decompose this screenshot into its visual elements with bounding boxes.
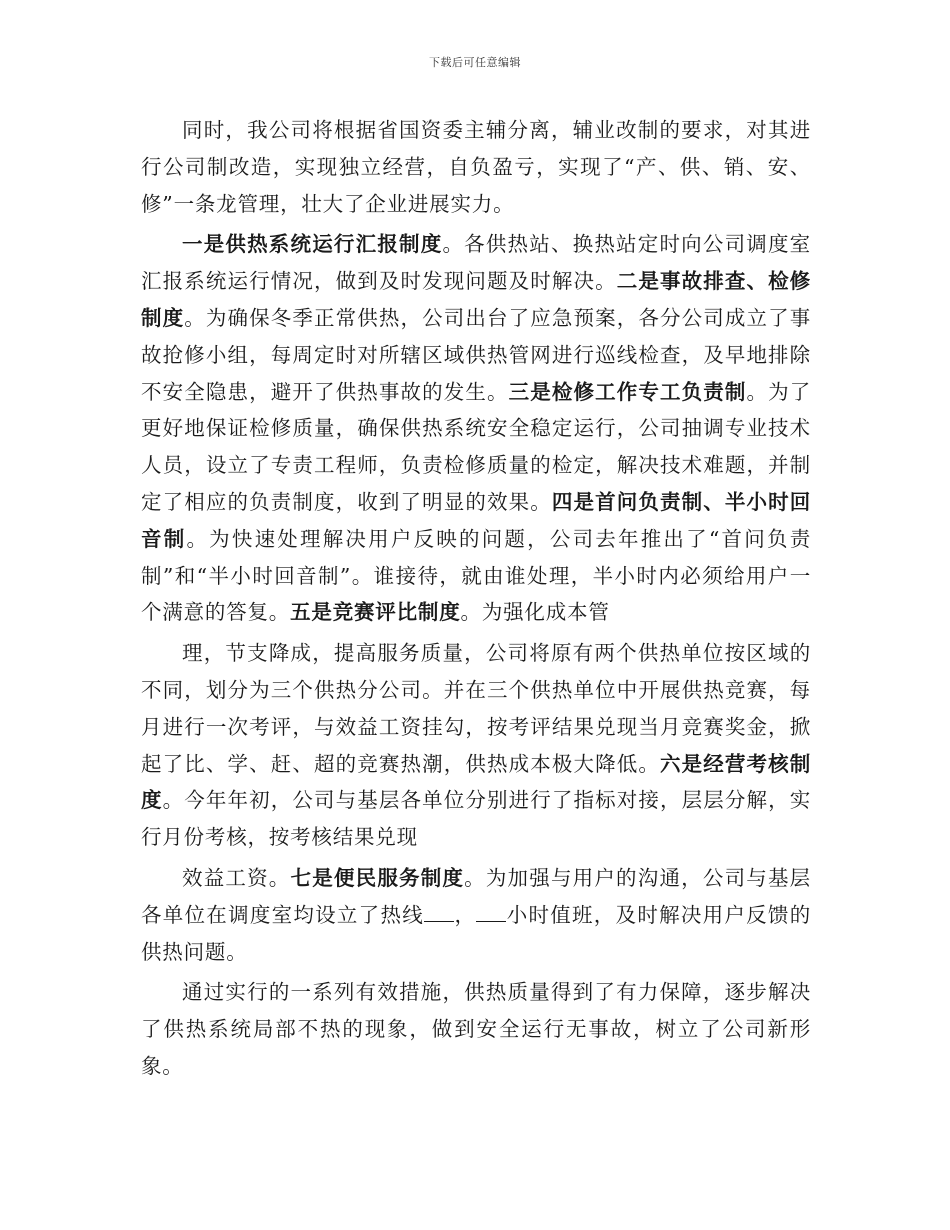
heading-system-one: 一是供热系统运行汇报制度: [182, 232, 443, 257]
blank-hotline-number: [424, 903, 454, 922]
text-system-three: 。为了更好地保证检修质量，确保供热系统安全稳定运行，公司抽调专业技术人员，设立了专责工程师，负责检修质量的检定，解决技术难题，并制定了相应的负责制度，收到了明显的效果。: [141, 379, 811, 514]
blank-hours: [476, 903, 506, 922]
separator-comma: ，: [454, 902, 477, 927]
heading-system-four: 四是首问负责制、半小时回音制: [141, 489, 811, 551]
heading-system-three: 三是检修工作专工负责制: [508, 379, 747, 404]
heading-system-two: 二是事故排查、检修制度: [141, 269, 811, 330]
heading-system-five: 五是竞赛评比制度: [290, 600, 461, 625]
heading-system-seven: 七是便民服务制度: [290, 865, 465, 890]
text-competition: 理，节支降成，提高服务质量，公司将原有两个供热单位按区域的不同，划分为三个供热分公司。并在三个供热单位中开展供热竞赛，每月进行一次考评，与效益工资挂勾，按考评结果兑现当月竞赛奖金，掀起了比、学、赶、超的竞赛热潮，供热成本极大降低。: [141, 641, 811, 776]
text-system-seven-a: 。为加强与用户的沟通，公司与基层各单位在调度室均设立了热线: [141, 865, 811, 927]
text-system-seven-b: 小时值班，及时解决用户反馈的供热问题。: [141, 902, 812, 964]
page-header: 下载后可任意编辑: [429, 56, 521, 69]
text-system-one: 。各供热站、换热站定时向公司调度室汇报系统运行情况，做到及时发现问题及时解决。: [141, 232, 811, 294]
text-benefit-wage: 效益工资。: [182, 865, 291, 890]
paragraph-intro: 同时，我公司将根据省国资委主辅分离，辅业改制的要求，对其进行公司制改造，实现独立经营，自负盈亏，实现了“产、供、销、安、修”一条龙管理，壮大了企业进展实力。: [141, 118, 811, 216]
text-system-two: 。为确保冬季正常供热，公司出台了应急预案，各分公司成立了事故抢修小组，每周定时对所辖区域供热管网进行巡线检查，及早地排除不安全隐患，避开了供热事故的发生。: [141, 305, 811, 404]
document-body: [141, 112, 811, 1089]
paragraph-service: [141, 860, 811, 970]
text-system-four: 。为快速处理解决用户反映的问题，公司去年推出了“首问负责制”和“半小时回音制”。谁接待，就由谁处理，半小时内必须给用户一个满意的答复。: [141, 526, 811, 625]
heading-system-six: 六是经营考核制度: [141, 751, 811, 813]
paragraph-conclusion: 通过实行的一系列有效措施，供热质量得到了有力保障，逐步解决了供热系统局部不热的现象，做到安全运行无事故，树立了公司新形象。: [141, 980, 811, 1078]
text-system-six: 。今年年初，公司与基层各单位分别进行了指标对接，层层分解，实行月份考核，按考核结果兑现: [141, 788, 811, 850]
paragraph-systems: [141, 226, 811, 631]
text-system-five: 。为强化成本管: [460, 600, 610, 625]
paragraph-competition: [141, 635, 811, 856]
